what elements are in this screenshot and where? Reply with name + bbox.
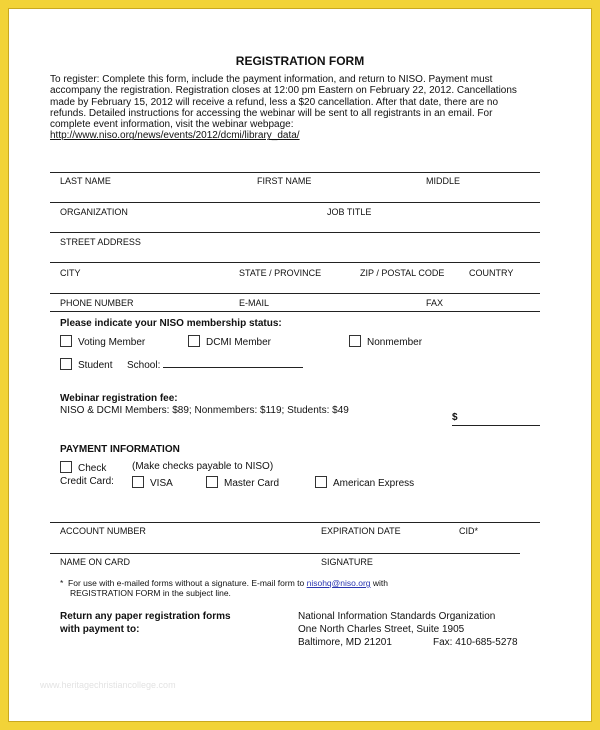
field-rule: [50, 553, 520, 554]
voting-member-option[interactable]: [60, 335, 145, 348]
dcmi-member-label: DCMI Member: [206, 337, 272, 348]
fee-details: NISO & DCMI Members: $89; Nonmembers: $119; Students: $49: [60, 405, 349, 416]
expiration-date-label: EXPIRATION DATE: [321, 526, 401, 536]
fee-amount-line[interactable]: [452, 425, 540, 426]
student-option[interactable]: [60, 358, 112, 371]
field-rule: [50, 202, 540, 203]
nonmember-checkbox[interactable]: [349, 335, 361, 347]
dcmi-member-checkbox[interactable]: [188, 335, 200, 347]
address-city: Baltimore, MD 21201: [298, 637, 392, 648]
footnote: [60, 578, 388, 598]
field-rule: [50, 172, 540, 173]
voting-member-label: Voting Member: [78, 337, 146, 348]
field-rule: [50, 232, 540, 233]
form-title: REGISTRATION FORM: [235, 54, 365, 68]
school-label: School:: [127, 360, 161, 371]
intro-line: made by February 15, 2012 will receive a refund, less a $20 cancellation. After that date, there are no: [50, 96, 499, 108]
field-rule: [50, 293, 540, 294]
intro-line: accompany the registration. Registration closes at 12:00 pm Eastern on February 22, 2012. Cancellations: [50, 85, 517, 97]
niso-email-link[interactable]: nisohq@niso.org: [306, 578, 371, 588]
footnote-text-end: with: [372, 578, 389, 588]
phone-label: PHONE NUMBER: [60, 298, 134, 308]
footnote-text: For use with e-mailed forms without a signature. E-mail form to: [68, 578, 305, 588]
footnote-line-1: [60, 578, 388, 588]
school-input-line[interactable]: [163, 358, 303, 368]
check-option[interactable]: [60, 461, 106, 474]
intro-text: [50, 74, 520, 142]
school-field[interactable]: [127, 358, 303, 371]
return-label-line: with payment to:: [60, 624, 140, 635]
visa-option[interactable]: [132, 476, 173, 489]
organization-label: ORGANIZATION: [60, 207, 128, 217]
credit-card-label: Credit Card:: [60, 476, 114, 487]
first-name-label: FIRST NAME: [257, 176, 312, 186]
last-name-label: LAST NAME: [60, 176, 111, 186]
signature-label: SIGNATURE: [321, 557, 373, 567]
cid-label: CID*: [459, 526, 479, 536]
nonmember-option[interactable]: [349, 335, 422, 348]
intro-line: refunds. Detailed instructions for accessing the webinar will be sent to all registrants in an email. For: [50, 107, 493, 119]
zip-label: ZIP / POSTAL CODE: [360, 268, 445, 278]
field-rule: [50, 522, 540, 523]
payment-heading: PAYMENT INFORMATION: [60, 444, 180, 455]
nonmember-label: Nonmember: [367, 337, 423, 348]
visa-label: VISA: [150, 478, 173, 489]
intro-line: To register: Complete this form, include the payment information, and return to NISO. Payment must: [50, 74, 493, 85]
fee-heading: Webinar registration fee:: [60, 393, 178, 404]
voting-member-checkbox[interactable]: [60, 335, 72, 347]
field-rule: [50, 262, 540, 263]
address-org: National Information Standards Organization: [298, 611, 496, 622]
watermark: www.heritagechristiancollege.com: [40, 680, 176, 690]
mastercard-checkbox[interactable]: [206, 476, 218, 488]
fee-dollar-sign: $: [452, 412, 458, 423]
field-rule: [50, 311, 540, 312]
check-checkbox[interactable]: [60, 461, 72, 473]
street-address-label: STREET ADDRESS: [60, 237, 141, 247]
amex-option[interactable]: [315, 476, 414, 489]
student-label: Student: [78, 360, 113, 371]
job-title-label: JOB TITLE: [327, 207, 372, 217]
footnote-line-2: REGISTRATION FORM in the subject line.: [70, 588, 231, 598]
middle-label: MIDDLE: [426, 176, 461, 186]
intro-line: complete event information, visit the webinar webpage:: [50, 119, 294, 131]
footnote-bullet: *: [60, 578, 69, 588]
return-label-line: Return any paper registration forms: [60, 611, 231, 622]
amex-label: American Express: [333, 478, 415, 489]
mastercard-label: Master Card: [224, 478, 280, 489]
city-label: CITY: [60, 268, 81, 278]
email-label: E-MAIL: [239, 298, 270, 308]
name-on-card-label: NAME ON CARD: [60, 557, 131, 567]
account-number-label: ACCOUNT NUMBER: [60, 526, 146, 536]
dcmi-member-option[interactable]: [188, 335, 271, 348]
visa-checkbox[interactable]: [132, 476, 144, 488]
check-note: (Make checks payable to NISO): [132, 461, 274, 472]
fax-label: FAX: [426, 298, 444, 308]
webinar-link[interactable]: http://www.niso.org/news/events/2012/dcmi/library_data/: [50, 130, 300, 142]
membership-heading: Please indicate your NISO membership status:: [60, 318, 282, 329]
return-label: [60, 610, 231, 636]
mastercard-option[interactable]: [206, 476, 279, 489]
state-label: STATE / PROVINCE: [239, 268, 322, 278]
student-checkbox[interactable]: [60, 358, 72, 370]
country-label: COUNTRY: [469, 268, 514, 278]
return-fax: Fax: 410-685-5278: [433, 637, 518, 648]
amex-checkbox[interactable]: [315, 476, 327, 488]
check-label: Check: [78, 463, 107, 474]
address-street: One North Charles Street, Suite 1905: [298, 624, 465, 635]
